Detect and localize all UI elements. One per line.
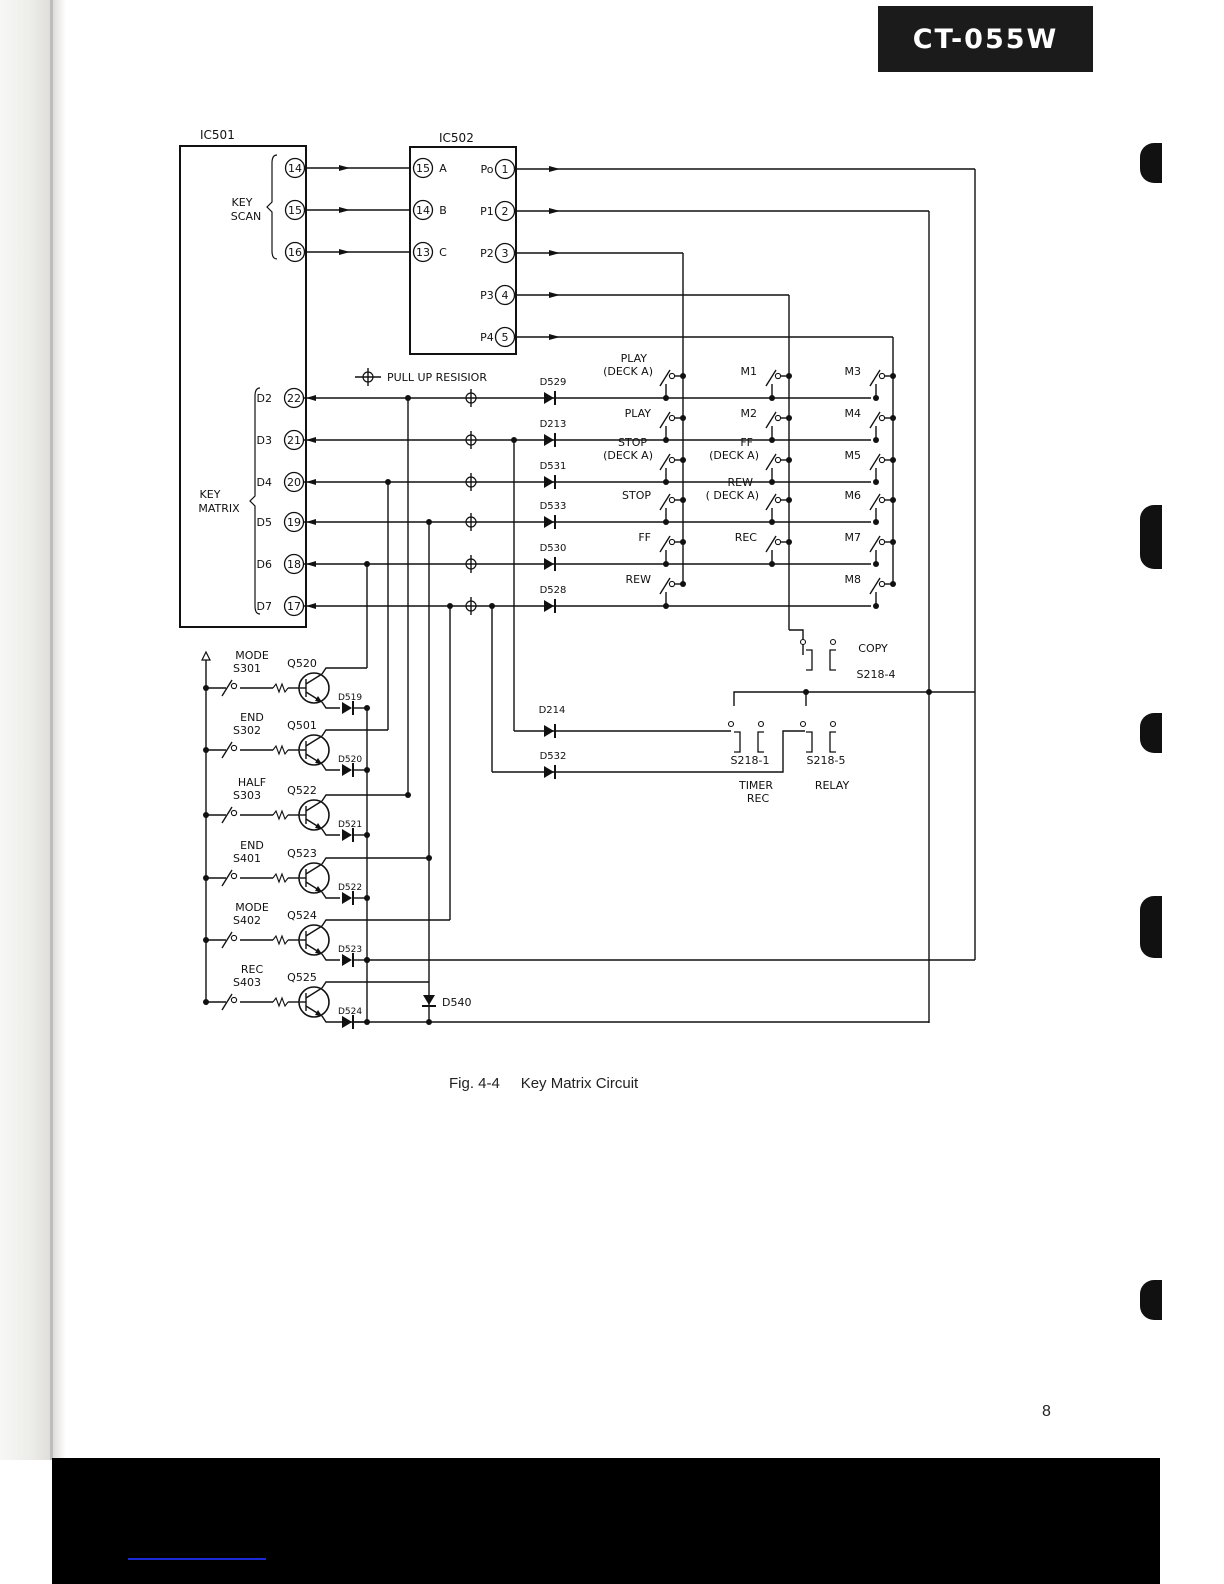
transistor-label: Q501 [287,719,317,732]
detect-switch [231,935,236,940]
d532-diode [544,766,554,778]
matrix-pin-name: D2 [256,392,272,405]
switch-label: STOP [618,436,647,449]
ic502-output-name: P4 [480,331,494,344]
base-resistor [273,811,288,819]
row-diode-label: D213 [539,419,567,430]
footer-bar [52,1458,1160,1584]
row-tap [873,479,879,485]
detect-function-label: END [240,711,264,724]
matrix-key-switch [766,454,776,470]
switch-label: M1 [740,365,757,378]
detect-diode-label: D520 [337,755,363,765]
key-scan-label: SCAN [230,210,262,223]
row-tap [873,561,879,567]
matrix-key-switch [775,497,780,502]
row-tap [663,519,669,525]
matrix-key-switch [879,415,884,420]
row-tap [663,479,669,485]
junction-dot [426,1019,432,1025]
transistor-label: Q524 [287,909,317,922]
matrix-key-switch [669,373,674,378]
detect-diode [342,829,352,841]
matrix-key-switch [775,415,780,420]
switch-label: M4 [844,407,861,420]
switch-label: (DECK A) [709,449,759,462]
d540-label: D540 [442,996,472,1009]
pin-number: 5 [501,331,509,344]
matrix-pin-name: D6 [256,558,272,571]
collector-wire [322,982,429,988]
timer-rec-switch [758,732,764,752]
ic502-input-name: B [439,204,447,217]
junction-dot [385,479,391,485]
detect-function-label: MODE [235,649,269,662]
transistor-label: Q522 [287,784,317,797]
column-tap [890,581,896,587]
matrix-key-switch [766,536,776,552]
column-tap [786,373,792,379]
timer-rec-switch-label: S218-1 [730,754,770,767]
row-diode-label: D530 [539,543,567,554]
column-tap [890,457,896,463]
junction-dot [926,689,932,695]
pin-number: 14 [288,162,302,175]
output-arrow [549,292,560,298]
row-tap [663,603,669,609]
junction-dot [203,999,209,1005]
copy-switch [830,650,836,670]
key-matrix-brace [250,388,260,614]
collector-wire [322,730,388,736]
row-tap [873,437,879,443]
junction-dot [405,792,411,798]
row-tap [769,479,775,485]
collector-wire [322,795,408,801]
pin-number: 17 [287,600,301,613]
matrix-key-switch [879,457,884,462]
d524-diode [342,1016,352,1028]
switch-label: PLAY [620,352,647,365]
pin-number: 16 [288,246,302,259]
base-resistor [273,746,288,754]
switch-label: FF [638,531,651,544]
ic502-output-name: Po [480,163,494,176]
matrix-arrow [306,603,316,609]
key-scan-label: KEY [231,196,253,209]
matrix-key-switch [660,412,670,428]
matrix-key-switch [870,494,880,510]
row-tap [663,561,669,567]
matrix-arrow [306,519,316,525]
matrix-pin-name: D5 [256,516,272,529]
matrix-key-switch [669,415,674,420]
matrix-key-switch [660,578,670,594]
matrix-key-switch [775,373,780,378]
column-tap [786,457,792,463]
detect-switch-label: S302 [233,724,261,737]
timer-rec-label: TIMER [738,779,774,792]
row-tap [769,395,775,401]
ic502-label: IC502 [439,131,474,145]
switch-label: M2 [740,407,757,420]
column-tap [890,497,896,503]
matrix-key-switch [669,539,674,544]
copy-switch-label: S218-4 [856,668,896,681]
matrix-key-switch [669,457,674,462]
output-arrow [549,166,560,172]
detect-switch [231,745,236,750]
detect-function-label: END [240,839,264,852]
ic502-input-name: A [439,162,447,175]
detect-diode-label: D524 [337,1007,363,1017]
switch-label: REW [727,476,753,489]
matrix-pin-name: D7 [256,600,272,613]
detect-diode-label: D519 [337,693,363,703]
column-tap [890,373,896,379]
scan-arrow [339,249,350,255]
pin-number: 15 [288,204,302,217]
copy-switch [801,640,806,645]
row-diode [544,434,554,446]
detect-diode [342,954,352,966]
matrix-key-switch [775,457,780,462]
row-tap [873,395,879,401]
matrix-arrow [306,395,316,401]
junction-dot [511,437,517,443]
row-tap [769,561,775,567]
detect-diode-label: D521 [337,820,363,830]
collector-wire [322,858,429,864]
row-diode-label: D531 [539,461,567,472]
copy-switch [831,640,836,645]
junction-dot [364,561,370,567]
detect-switch-label: S301 [233,662,261,675]
switch-label: M3 [844,365,861,378]
supply-symbol [202,652,210,660]
row-diode [544,392,554,404]
column-tap [890,539,896,545]
detect-switch [231,810,236,815]
switch-label: (DECK A) [603,365,653,378]
matrix-arrow [306,437,316,443]
pull-up-label: PULL UP RESISIOR [387,371,487,384]
output-arrow [549,334,560,340]
collector-wire [322,668,367,674]
pin-number: 19 [287,516,301,529]
matrix-pin-name: D4 [256,476,272,489]
transistor-label: Q525 [287,971,317,984]
row-diode [544,476,554,488]
switch-label: M5 [844,449,861,462]
scan-arrow [339,165,350,171]
relay-switch [806,732,812,752]
ic502-input-name: C [439,246,447,259]
row-tap [873,519,879,525]
pin-number: 21 [287,434,301,447]
d540-diode [423,995,435,1005]
matrix-key-switch [669,497,674,502]
junction-dot [447,603,453,609]
switch-label: STOP [622,489,651,502]
column-tap [680,497,686,503]
base-resistor [273,874,288,882]
figure-caption: Fig. 4-4 Key Matrix Circuit [449,1075,639,1092]
detect-switch-label: S403 [233,976,261,989]
base-resistor [273,998,288,1006]
pin-number: 2 [501,205,509,218]
junction-dot [405,395,411,401]
switch-label: FF [740,436,753,449]
matrix-key-switch [879,497,884,502]
timer-rec-switch [734,732,740,752]
output-arrow [549,250,560,256]
pin-number: 14 [416,204,430,217]
switch-label: M8 [844,573,861,586]
detect-switch [231,873,236,878]
pin-number: 13 [416,246,430,259]
model-badge: CT-055W [878,6,1093,72]
detect-diode [342,892,352,904]
switch-label: ( DECK A) [705,489,759,502]
pin-number: 22 [287,392,301,405]
detect-switch [231,683,236,688]
junction-dot [203,937,209,943]
detect-switch-label: S402 [233,914,261,927]
key-scan-brace [267,155,277,259]
matrix-key-switch [766,370,776,386]
ic501-label: IC501 [200,128,235,142]
matrix-key-switch [870,370,880,386]
matrix-key-switch [660,454,670,470]
matrix-key-switch [660,536,670,552]
junction-dot [426,855,432,861]
switch-label: M6 [844,489,861,502]
row-diode [544,558,554,570]
row-tap [769,519,775,525]
p1-bridge [734,692,975,706]
transistor-label: Q523 [287,847,317,860]
output-arrow [549,208,560,214]
ic502-output-name: P3 [480,289,494,302]
row-diode [544,516,554,528]
relay-switch [801,722,806,727]
matrix-key-switch [879,373,884,378]
ic502-output-name: P1 [480,205,494,218]
detect-switch-label: S401 [233,852,261,865]
pin-number: 15 [416,162,430,175]
switch-label: REC [734,531,757,544]
matrix-key-switch [660,494,670,510]
matrix-key-switch [870,536,880,552]
detect-function-label: REC [240,963,264,976]
pin-number: 4 [501,289,509,302]
junction-dot [203,747,209,753]
pin-number: 3 [501,247,509,260]
junction-dot [803,689,809,695]
junction-dot [203,812,209,818]
column-tap [680,415,686,421]
junction-dot [203,875,209,881]
matrix-arrow [306,479,316,485]
matrix-key-switch [879,581,884,586]
row-tap [663,395,669,401]
detect-function-label: MODE [235,901,269,914]
key-matrix-label: MATRIX [198,502,240,515]
detect-function-label: HALF [237,776,267,789]
switch-label: (DECK A) [603,449,653,462]
relay-label: RELAY [814,779,850,792]
matrix-key-switch [669,581,674,586]
row-tap [663,437,669,443]
transistor-label: Q520 [287,657,317,670]
collector-wire [322,920,450,926]
column-tap [786,497,792,503]
matrix-key-switch [766,412,776,428]
copy-label: COPY [858,642,888,655]
d214-diode [544,725,554,737]
matrix-key-switch [870,412,880,428]
matrix-key-switch [775,539,780,544]
detect-diode-label: D523 [337,945,363,955]
relay-switch [831,722,836,727]
timer-rec-label: REC [746,792,770,805]
matrix-arrow [306,561,316,567]
column-tap [680,373,686,379]
page-number: 8 [1042,1403,1051,1420]
row-tap [769,437,775,443]
row-diode [544,600,554,612]
copy-switch [806,650,812,670]
junction-dot [426,519,432,525]
pin-number: 18 [287,558,301,571]
column-tap [680,539,686,545]
switch-label: REW [625,573,651,586]
row-diode-label: D528 [539,585,567,596]
base-resistor [273,684,288,692]
key-matrix-label: KEY [199,488,221,501]
timer-rec-switch [729,722,734,727]
matrix-pin-name: D3 [256,434,272,447]
matrix-key-switch [879,539,884,544]
matrix-key-switch [660,370,670,386]
relay-switch-label: S218-5 [806,754,846,767]
pin-number: 1 [501,163,509,176]
column-tap [680,581,686,587]
matrix-key-switch [870,578,880,594]
column-tap [786,539,792,545]
column-tap [786,415,792,421]
detect-diode [342,764,352,776]
base-resistor [273,936,288,944]
junction-dot [364,957,370,963]
detect-switch [231,997,236,1002]
junction-dot [203,685,209,691]
d532-label: D532 [539,751,567,762]
pin-number: 20 [287,476,301,489]
matrix-key-switch [766,494,776,510]
relay-switch [830,732,836,752]
d214-label: D214 [538,705,566,716]
detect-diode [342,702,352,714]
row-diode-label: D533 [539,501,567,512]
footer-link-underline [128,1558,266,1560]
switch-label: M7 [844,531,861,544]
timer-rec-switch [759,722,764,727]
junction-dot [489,603,495,609]
column-tap [890,415,896,421]
switch-label: PLAY [624,407,651,420]
matrix-key-switch [870,454,880,470]
detect-switch-label: S303 [233,789,261,802]
row-tap [873,603,879,609]
row-diode-label: D529 [539,377,567,388]
scan-arrow [339,207,350,213]
detect-diode-label: D522 [337,883,363,893]
column-tap [680,457,686,463]
ic502-output-name: P2 [480,247,494,260]
